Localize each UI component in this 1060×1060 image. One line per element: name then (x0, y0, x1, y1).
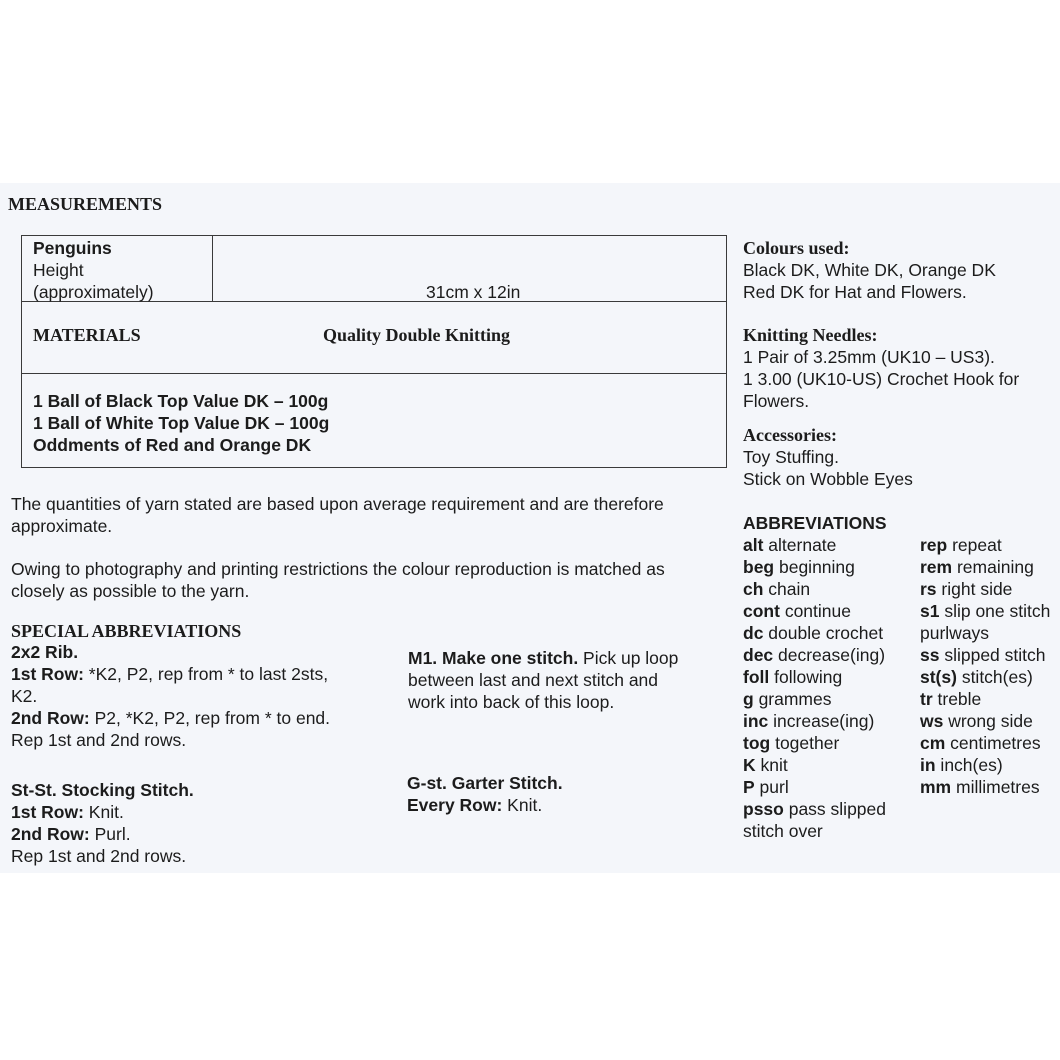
accessories-line-2: Stick on Wobble Eyes (743, 469, 913, 489)
abbreviation-entry (920, 600, 1050, 622)
abbreviation-entry (920, 622, 1050, 644)
abbreviation-meaning: slipped stitch (939, 645, 1046, 665)
abbreviations-column-2 (920, 534, 1050, 798)
abbreviation-meaning: grammes (753, 689, 832, 709)
garter-stitch-title: G-st. Garter Stitch. (407, 773, 563, 793)
abbreviation-entry (920, 754, 1050, 776)
abbreviation-meaning: pass slipped (783, 799, 887, 819)
abbreviation-entry (743, 578, 886, 600)
abbreviation-meaning: double crochet (763, 623, 884, 643)
abbreviation-entry (743, 622, 886, 644)
rib-row-1 (11, 663, 328, 685)
abbreviation-term: tog (743, 733, 771, 753)
needles-heading: Knitting Needles: (743, 325, 878, 345)
abbreviation-term: K (743, 755, 756, 775)
needles-line-2: 1 3.00 (UK10-US) Crochet Hook for (743, 369, 1020, 389)
m1-title: M1. Make one stitch. (408, 648, 579, 668)
abbreviation-meaning: alternate (763, 535, 837, 555)
abbreviation-term: psso (743, 799, 784, 819)
abbreviations-heading: ABBREVIATIONS (743, 513, 887, 533)
m1-line-3: work into back of this loop. (408, 692, 615, 712)
abbreviation-term: rs (920, 579, 937, 599)
stocking-row-1-label: 1st Row: (11, 802, 84, 822)
stocking-row-1 (11, 801, 124, 823)
stocking-stitch-title: St-St. Stocking Stitch. (11, 780, 194, 800)
abbreviation-term: tr (920, 689, 933, 709)
abbreviation-meaning: continue (779, 601, 851, 621)
abbreviation-entry (743, 534, 886, 556)
m1-line-1 (408, 647, 678, 669)
abbreviation-entry (920, 534, 1050, 556)
garter-row-label: Every Row: (407, 795, 503, 815)
m1-text-1: Pick up loop (578, 648, 679, 668)
abbreviation-meaning: decrease(ing) (773, 645, 886, 665)
quantities-note-line-2: approximate. (11, 516, 113, 536)
abbreviation-term: dec (743, 645, 774, 665)
abbreviation-term: cont (743, 601, 780, 621)
abbreviation-entry (920, 644, 1050, 666)
colours-heading: Colours used: (743, 238, 850, 258)
abbreviation-entry (743, 798, 886, 820)
materials-quality: Quality Double Knitting (323, 325, 511, 345)
colours-line-2: Red DK for Hat and Flowers. (743, 282, 967, 302)
abbreviation-meaning: stitch over (743, 821, 823, 841)
size-label-height: Height (33, 260, 84, 280)
abbreviation-term: rem (920, 557, 953, 577)
stocking-repeat: Rep 1st and 2nd rows. (11, 846, 187, 866)
abbreviation-meaning: millimetres (951, 777, 1040, 797)
abbreviation-term: inc (743, 711, 769, 731)
m1-line-2: between last and next stitch and (408, 670, 659, 690)
stocking-row-2-label: 2nd Row: (11, 824, 90, 844)
abbreviation-meaning: following (769, 667, 843, 687)
abbreviation-entry (920, 732, 1050, 754)
abbreviation-term: st(s) (920, 667, 957, 687)
abbreviation-meaning: inch(es) (935, 755, 1003, 775)
abbreviation-term: rep (920, 535, 948, 555)
needles-line-3: Flowers. (743, 391, 810, 411)
abbreviation-meaning: knit (755, 755, 788, 775)
abbreviation-meaning: remaining (952, 557, 1034, 577)
special-abbreviations-heading: SPECIAL ABBREVIATIONS (11, 621, 242, 641)
colours-line-1: Black DK, White DK, Orange DK (743, 260, 996, 280)
abbreviation-entry (743, 666, 886, 688)
materials-heading: MATERIALS (33, 325, 141, 345)
rib-row-1-cont: K2. (11, 686, 38, 706)
colour-note-line-1: Owing to photography and printing restrictions the colour reproduction is matched as (11, 559, 665, 579)
abbreviation-entry (920, 710, 1050, 732)
abbreviation-entry (743, 754, 886, 776)
abbreviation-meaning: increase(ing) (768, 711, 875, 731)
accessories-heading: Accessories: (743, 425, 837, 445)
abbreviation-term: ch (743, 579, 764, 599)
stocking-row-2 (11, 823, 131, 845)
abbreviation-meaning: purlways (920, 623, 990, 643)
rib-row-1-label: 1st Row: (11, 664, 84, 684)
abbreviation-meaning: stitch(es) (956, 667, 1033, 687)
abbreviation-entry (743, 732, 886, 754)
abbreviation-entry (743, 820, 886, 842)
abbreviation-entry (920, 578, 1050, 600)
abbreviation-meaning: together (770, 733, 840, 753)
material-item-1: 1 Ball of Black Top Value DK – 100g (33, 391, 329, 411)
abbreviation-entry (920, 776, 1050, 798)
abbreviation-entry (743, 710, 886, 732)
abbreviation-term: g (743, 689, 754, 709)
abbreviation-entry (920, 666, 1050, 688)
abbreviation-term: mm (920, 777, 952, 797)
rib-row-2-text: P2, *K2, P2, rep from * to end. (89, 708, 331, 728)
table-divider-vertical (212, 235, 213, 301)
rib-repeat: Rep 1st and 2nd rows. (11, 730, 187, 750)
material-item-3: Oddments of Red and Orange DK (33, 435, 312, 455)
size-label-penguins: Penguins (33, 238, 112, 258)
abbreviation-term: dc (743, 623, 764, 643)
abbreviation-term: s1 (920, 601, 940, 621)
needles-line-1: 1 Pair of 3.25mm (UK10 – US3). (743, 347, 995, 367)
size-value: 31cm x 12in (426, 282, 521, 302)
abbreviation-term: beg (743, 557, 775, 577)
colour-note-line-2: closely as possible to the yarn. (11, 581, 250, 601)
abbreviation-term: ss (920, 645, 940, 665)
abbreviation-term: cm (920, 733, 946, 753)
stocking-row-1-text: Knit. (83, 802, 124, 822)
rib-row-2-label: 2nd Row: (11, 708, 90, 728)
abbreviation-meaning: wrong side (943, 711, 1033, 731)
abbreviation-entry (920, 688, 1050, 710)
abbreviation-term: foll (743, 667, 770, 687)
garter-row (407, 794, 542, 816)
size-label-approx: (approximately) (33, 282, 154, 302)
accessories-line-1: Toy Stuffing. (743, 447, 839, 467)
abbreviation-entry (743, 776, 886, 798)
rib-title: 2x2 Rib. (11, 642, 79, 662)
material-item-2: 1 Ball of White Top Value DK – 100g (33, 413, 330, 433)
abbreviations-column-1 (743, 534, 886, 842)
rib-row-2 (11, 707, 330, 729)
abbreviation-term: in (920, 755, 936, 775)
abbreviation-meaning: treble (932, 689, 982, 709)
abbreviation-meaning: right side (936, 579, 1013, 599)
abbreviation-term: ws (920, 711, 944, 731)
rib-row-1-text: *K2, P2, rep from * to last 2sts, (83, 664, 329, 684)
abbreviation-meaning: purl (754, 777, 789, 797)
stocking-row-2-text: Purl. (89, 824, 131, 844)
abbreviation-entry (743, 600, 886, 622)
abbreviation-term: alt (743, 535, 764, 555)
garter-row-text: Knit. (502, 795, 543, 815)
abbreviation-entry (743, 688, 886, 710)
abbreviation-entry (743, 644, 886, 666)
table-divider-2 (21, 373, 726, 374)
abbreviation-entry (920, 556, 1050, 578)
abbreviation-meaning: centimetres (945, 733, 1041, 753)
abbreviation-entry (743, 556, 886, 578)
measurements-heading: MEASUREMENTS (8, 194, 163, 214)
abbreviation-meaning: repeat (947, 535, 1002, 555)
quantities-note-line-1: The quantities of yarn stated are based upon average requirement and are therefore (11, 494, 664, 514)
abbreviation-term: P (743, 777, 755, 797)
abbreviation-meaning: beginning (774, 557, 855, 577)
abbreviation-meaning: slip one stitch (939, 601, 1051, 621)
abbreviation-meaning: chain (763, 579, 811, 599)
